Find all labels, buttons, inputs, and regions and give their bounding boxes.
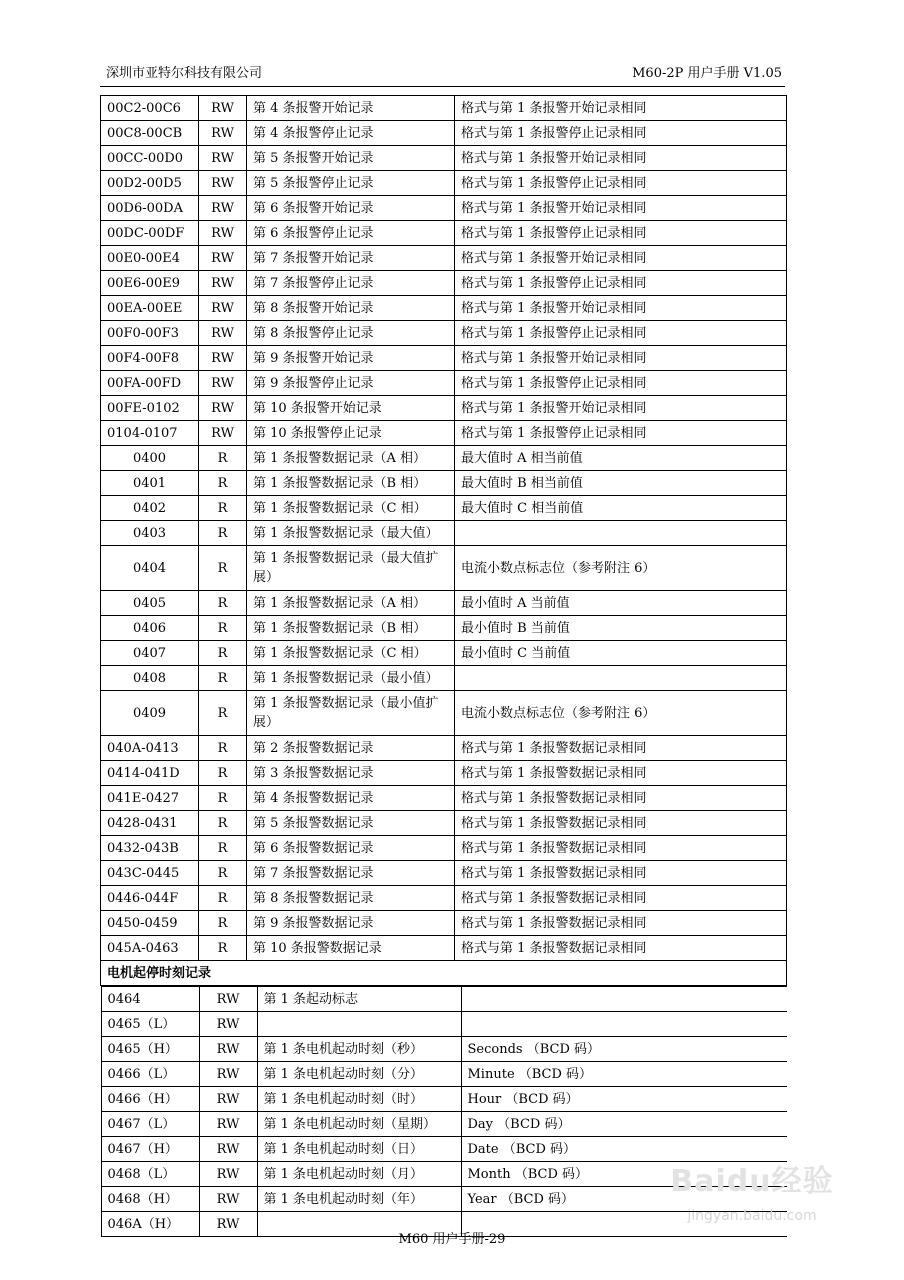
cell-addr: 0464 [101,987,199,1012]
cell-name: 第 9 条报警停止记录 [247,371,455,396]
cell-name: 第 1 条报警数据记录（C 相） [247,641,455,666]
cell-rw: R [199,446,247,471]
cell-name: 第 7 条报警数据记录 [247,861,455,886]
cell-rw: R [199,811,247,836]
cell-name: 第 2 条报警数据记录 [247,736,455,761]
cell-name: 第 1 条报警数据记录（C 相） [247,496,455,521]
cell-name: 第 1 条电机起动时刻（分） [257,1062,461,1087]
cell-rw: RW [199,1012,257,1037]
cell-addr: 00FE-0102 [101,396,199,421]
cell-name: 第 6 条报警开始记录 [247,196,455,221]
cell-name: 第 7 条报警开始记录 [247,246,455,271]
cell-desc: 最小值时 C 当前值 [455,641,787,666]
table-row [101,396,787,421]
cell-rw: RW [199,1062,257,1087]
cell-name: 第 1 条电机起动时刻（年） [257,1187,461,1212]
cell-addr: 0400 [101,446,199,471]
table-row [101,171,787,196]
cell-name: 第 9 条报警开始记录 [247,346,455,371]
cell-rw: R [199,936,247,961]
cell-desc: 格式与第 1 条报警停止记录相同 [455,221,787,246]
cell-addr: 0465（H） [101,1037,199,1062]
cell-rw: R [199,546,247,591]
cell-desc: 格式与第 1 条报警停止记录相同 [455,421,787,446]
table-row [101,446,787,471]
table-row [101,121,787,146]
cell-addr: 00DC-00DF [101,221,199,246]
cell-desc: Hour （BCD 码） [461,1087,787,1112]
cell-desc: 格式与第 1 条报警停止记录相同 [455,271,787,296]
cell-rw: RW [199,1037,257,1062]
cell-desc: 格式与第 1 条报警开始记录相同 [455,96,787,121]
cell-rw: R [199,911,247,936]
cell-rw: R [199,786,247,811]
cell-name: 第 5 条报警开始记录 [247,146,455,171]
cell-addr: 045A-0463 [101,936,199,961]
cell-rw: RW [199,271,247,296]
cell-addr: 046A（H） [101,1212,199,1237]
table-row [101,496,787,521]
register-table [100,95,787,1237]
cell-name: 第 8 条报警停止记录 [247,321,455,346]
table-row [101,761,787,786]
cell-rw: RW [199,196,247,221]
cell-addr: 0408 [101,666,199,691]
cell-addr: 0405 [101,591,199,616]
table-row [101,471,787,496]
cell-addr: 00D2-00D5 [101,171,199,196]
cell-desc: 格式与第 1 条报警数据记录相同 [455,886,787,911]
table-row [101,936,787,961]
cell-addr: 00E0-00E4 [101,246,199,271]
cell-addr: 0446-044F [101,886,199,911]
cell-desc: 格式与第 1 条报警停止记录相同 [455,171,787,196]
cell-addr: 00FA-00FD [101,371,199,396]
cell-name: 第 9 条报警数据记录 [247,911,455,936]
cell-addr: 0466（L） [101,1062,199,1087]
table-row [101,246,787,271]
cell-desc: 格式与第 1 条报警开始记录相同 [455,346,787,371]
table-row [101,691,787,736]
cell-rw: R [199,591,247,616]
table-row [101,786,787,811]
cell-desc: 格式与第 1 条报警停止记录相同 [455,321,787,346]
section-header-row [101,961,787,986]
table-row [101,146,787,171]
cell-rw: RW [199,396,247,421]
cell-rw: RW [199,146,247,171]
cell-addr: 0467（L） [101,1112,199,1137]
cell-addr: 00C2-00C6 [101,96,199,121]
cell-name: 第 1 条报警数据记录（最小值） [247,666,455,691]
cell-rw: RW [199,171,247,196]
cell-name: 第 1 条电机起动时刻（星期） [257,1112,461,1137]
cell-desc: 格式与第 1 条报警开始记录相同 [455,146,787,171]
cell-name: 第 5 条报警数据记录 [247,811,455,836]
table-row [101,96,787,121]
cell-desc: Day （BCD 码） [461,1112,787,1137]
table-row [101,666,787,691]
cell-desc: Seconds （BCD 码） [461,1037,787,1062]
cell-desc: 电流小数点标志位（参考附注 6） [455,546,787,591]
cell-addr: 0404 [101,546,199,591]
table-row [101,421,787,446]
watermark-brand: Baidu经验 [670,1164,834,1199]
cell-desc: Month （BCD 码） [461,1162,787,1187]
cell-addr: 0104-0107 [101,421,199,446]
cell-desc: 格式与第 1 条报警数据记录相同 [455,861,787,886]
cell-desc: 格式与第 1 条报警开始记录相同 [455,246,787,271]
cell-addr: 0406 [101,616,199,641]
cell-desc: Year （BCD 码） [461,1187,787,1212]
cell-desc: 格式与第 1 条报警开始记录相同 [455,296,787,321]
table-row [101,736,787,761]
cell-name: 第 1 条起动标志 [257,987,461,1012]
cell-desc [455,666,787,691]
cell-desc: 格式与第 1 条报警停止记录相同 [455,121,787,146]
table-row [101,1112,787,1137]
cell-addr: 0450-0459 [101,911,199,936]
cell-name: 第 5 条报警停止记录 [247,171,455,196]
cell-rw: R [199,616,247,641]
table-row [101,641,787,666]
cell-desc: 格式与第 1 条报警数据记录相同 [455,911,787,936]
cell-addr: 0414-041D [101,761,199,786]
cell-name: 第 10 条报警开始记录 [247,396,455,421]
cell-desc: Date （BCD 码） [461,1137,787,1162]
table-row [101,1087,787,1112]
table-row [101,811,787,836]
watermark-url: jingyan.baidu.com [687,1208,817,1224]
cell-name: 第 1 条电机起动时刻（日） [257,1137,461,1162]
table-row [101,1062,787,1087]
cell-rw: R [199,471,247,496]
cell-name: 第 10 条报警停止记录 [247,421,455,446]
cell-rw: RW [199,421,247,446]
cell-name: 第 1 条报警数据记录（B 相） [247,616,455,641]
cell-rw: R [199,761,247,786]
cell-desc: 最大值时 A 相当前值 [455,446,787,471]
table-row [101,591,787,616]
cell-addr: 0401 [101,471,199,496]
cell-addr: 0403 [101,521,199,546]
cell-rw: R [199,496,247,521]
cell-name: 第 4 条报警开始记录 [247,96,455,121]
table-row [101,616,787,641]
cell-addr: 00E6-00E9 [101,271,199,296]
cell-addr: 00CC-00D0 [101,146,199,171]
cell-desc: 格式与第 1 条报警数据记录相同 [455,836,787,861]
cell-addr: 0468（L） [101,1162,199,1187]
table-row [101,296,787,321]
cell-rw: RW [199,1187,257,1212]
cell-rw: R [199,691,247,736]
cell-addr: 043C-0445 [101,861,199,886]
cell-name: 第 1 条电机起动时刻（秒） [257,1037,461,1062]
cell-addr: 00C8-00CB [101,121,199,146]
cell-name: 第 6 条报警数据记录 [247,836,455,861]
cell-desc: 格式与第 1 条报警数据记录相同 [455,936,787,961]
table-row [101,911,787,936]
cell-name: 第 1 条报警数据记录（B 相） [247,471,455,496]
cell-desc [461,987,787,1012]
cell-addr: 0402 [101,496,199,521]
cell-addr: 00D6-00DA [101,196,199,221]
cell-rw: R [199,861,247,886]
cell-name: 第 1 条电机起动时刻（月） [257,1162,461,1187]
cell-name: 第 1 条报警数据记录（最小值扩展） [247,691,455,736]
cell-desc: 格式与第 1 条报警数据记录相同 [455,761,787,786]
table-row [101,521,787,546]
header-company: 深圳市亚特尔科技有限公司 [106,66,263,81]
table-row [101,836,787,861]
table-row [101,886,787,911]
cell-rw: RW [199,321,247,346]
cell-addr: 00F0-00F3 [101,321,199,346]
cell-name [257,1012,461,1037]
cell-addr: 041E-0427 [101,786,199,811]
cell-addr: 0467（H） [101,1137,199,1162]
cell-addr: 0428-0431 [101,811,199,836]
cell-rw: R [199,736,247,761]
table-row [101,346,787,371]
table-row [101,221,787,246]
cell-desc: 格式与第 1 条报警数据记录相同 [455,786,787,811]
table-row [101,196,787,221]
cell-desc: 格式与第 1 条报警数据记录相同 [455,811,787,836]
cell-rw: RW [199,1087,257,1112]
cell-name: 第 1 条报警数据记录（A 相） [247,591,455,616]
cell-rw: R [199,641,247,666]
cell-name: 第 3 条报警数据记录 [247,761,455,786]
cell-desc: 电流小数点标志位（参考附注 6） [455,691,787,736]
table-row [101,1012,787,1037]
cell-name: 第 4 条报警数据记录 [247,786,455,811]
cell-desc: 最大值时 C 相当前值 [455,496,787,521]
cell-rw: RW [199,221,247,246]
watermark [652,1156,852,1256]
cell-rw: RW [199,96,247,121]
table-row [101,1037,787,1062]
cell-addr: 00EA-00EE [101,296,199,321]
header-manual-title: M60-2P 用户手册 V1.05 [632,66,782,81]
cell-desc: 格式与第 1 条报警开始记录相同 [455,396,787,421]
cell-rw: RW [199,246,247,271]
cell-name: 第 1 条报警数据记录（A 相） [247,446,455,471]
cell-addr: 0409 [101,691,199,736]
cell-addr: 0432-043B [101,836,199,861]
table-row [101,987,787,1012]
cell-rw: R [199,666,247,691]
table-row [101,546,787,591]
cell-addr: 00F4-00F8 [101,346,199,371]
cell-rw: RW [199,346,247,371]
cell-rw: RW [199,371,247,396]
cell-addr: 0468（H） [101,1187,199,1212]
cell-name: 第 1 条报警数据记录（最大值扩展） [247,546,455,591]
cell-name: 第 6 条报警停止记录 [247,221,455,246]
cell-addr: 0407 [101,641,199,666]
header-rule [100,86,785,87]
cell-desc: Minute （BCD 码） [461,1062,787,1087]
cell-rw: RW [199,121,247,146]
cell-rw: RW [199,1162,257,1187]
cell-rw: RW [199,296,247,321]
cell-rw: RW [199,987,257,1012]
table-row [101,371,787,396]
cell-desc: 格式与第 1 条报警停止记录相同 [455,371,787,396]
cell-addr: 0466（H） [101,1087,199,1112]
cell-desc: 最大值时 B 相当前值 [455,471,787,496]
table-row [101,861,787,886]
cell-desc: 最小值时 A 当前值 [455,591,787,616]
cell-desc: 最小值时 B 当前值 [455,616,787,641]
cell-name: 第 1 条电机起动时刻（时） [257,1087,461,1112]
cell-rw: RW [199,1137,257,1162]
cell-name: 第 8 条报警数据记录 [247,886,455,911]
cell-desc [455,521,787,546]
table-row [101,271,787,296]
cell-addr: 040A-0413 [101,736,199,761]
cell-name: 第 8 条报警开始记录 [247,296,455,321]
page-footer: M60 用户手册-29 [398,1232,506,1247]
cell-rw: R [199,521,247,546]
cell-rw: R [199,886,247,911]
table-row [101,321,787,346]
cell-rw: RW [199,1112,257,1137]
cell-addr: 0465（L） [101,1012,199,1037]
cell-name: 第 10 条报警数据记录 [247,936,455,961]
cell-name: 第 4 条报警停止记录 [247,121,455,146]
cell-name: 第 1 条报警数据记录（最大值） [247,521,455,546]
cell-rw: RW [199,1212,257,1237]
cell-desc: 格式与第 1 条报警开始记录相同 [455,196,787,221]
cell-rw: R [199,836,247,861]
cell-name: 第 7 条报警停止记录 [247,271,455,296]
section-title: 电机起停时刻记录 [101,961,787,986]
cell-desc [461,1012,787,1037]
register-table-body [101,96,787,1238]
cell-desc: 格式与第 1 条报警数据记录相同 [455,736,787,761]
